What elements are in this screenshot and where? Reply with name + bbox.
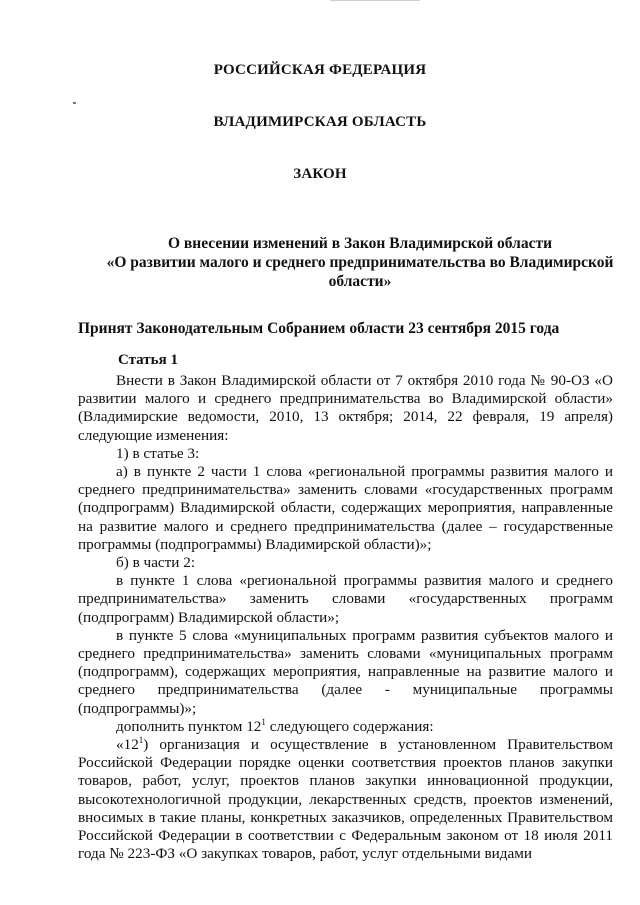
paragraph-item-1: 1) в статье 3: [116, 444, 200, 462]
scan-speck [73, 102, 76, 104]
paragraph-intro: Внести в Закон Владимирской области от 7 октября 2010 года № 90-ОЗ «О развитии малого и среднего предпринимательства во Владимирской области» (Владимирские ведомости, 2010, 13 октября; 2014, 22 февраля, 19 апреля) следующие изменения: [78, 372, 613, 444]
paragraph-point-5: в пункте 5 слова «муниципальных программ развития субъектов малого и среднего предпринимательства» заменить словами «муниципальных программ (подпрограмм), содержащих мероприятия, направленные на развитие малого и среднего предпринимательства (далее - муниципальные программы (подпрограммы)»; [78, 626, 613, 717]
point-12-1-text-a: «12 [116, 736, 139, 754]
country-heading: РОССИЙСКАЯ ФЕДЕРАЦИЯ [213, 62, 427, 78]
scan-edge-line [330, 0, 420, 1]
article-body [78, 372, 613, 863]
add-point-superscript: 1 [261, 716, 266, 727]
region-heading: ВЛАДИМИРСКАЯ ОБЛАСТЬ [213, 114, 427, 130]
law-title-line-2: «О развитии малого и среднего предпринимательства во Владимирской [106, 254, 614, 271]
point-12-1-superscript: 1 [138, 735, 144, 746]
add-point-text-b: следующего содержания: [265, 717, 434, 735]
paragraph-add-point [78, 718, 613, 736]
doc-type-heading: ЗАКОН [293, 166, 347, 182]
paragraph-item-1a: а) в пункте 2 части 1 слова «региональной программы развития малого и среднего предпринимательства» заменить словами «государственных программ (подпрограмм) Владимирской области, содержащих мероприятия, направленные на развитие малого и среднего предпринимательства (далее – государственные программы (подпрограммы) Владимирской области)»; [78, 463, 613, 553]
paragraph-point-1: в пункте 1 слова «региональной программы развития малого и среднего предпринимательства» заменить словами «государственных программ (подпрограмм) Владимирской области»; [78, 572, 613, 626]
law-title-line-3: области» [328, 273, 392, 290]
law-title [100, 234, 620, 291]
law-title-line-1: О внесении изменений в Закон Владимирской области [167, 235, 553, 252]
paragraph-point-12-1 [78, 736, 613, 863]
adoption-statement: Принят Законодательным Собранием области 23 сентября 2015 года [78, 320, 560, 337]
paragraph-item-1b: б) в части 2: [116, 554, 196, 572]
add-point-text-a: дополнить пунктом 12 [116, 717, 262, 735]
article-label: Статья 1 [118, 352, 178, 368]
point-12-1-text-b: ) организация и осуществление в установленном Правительством Российской Федерации порядке оценки соответствия проектов планов закупки товаров, работ, услуг, проектов планов закупки инновационной продукции, высокотехнологичной продукции, лекарственных средств, проектов изменений, вносимых в такие планы, конкретных заказчиков, определенных Правительством Российской Федерации в соответствии с Федеральным законом от 18 июля 2011 года № 223-ФЗ «О закупках товаров, работ, услуг отдельными видами [78, 736, 613, 863]
